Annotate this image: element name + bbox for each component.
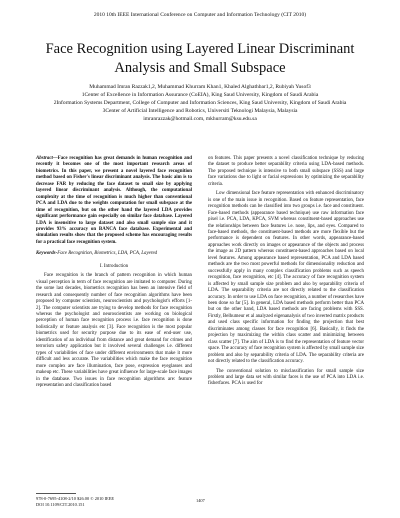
affiliation-2: 2Information Systems Department, College of Computer and Information Sciences, King Saud University, Kingdom of Saudi Arabia [53, 100, 347, 106]
abstract-lead: Abstract— [36, 156, 58, 161]
body-paragraph-1: on features. This paper presents a novel classification technique by reducing the dataset to produce better separability criteria using LDA-based methods. The proposed technique is intensive to both small subspace (SSS) and large face variations due to light or facial expressions by optimizing the separability criteria. [208, 156, 364, 187]
author-list: Muhammad Imran Razzak1,2, Muhammad Khurram Khan1, Khaled Alghathbar1,2, Rubiyah Yusof3 [89, 84, 311, 90]
body-paragraph-3: The conventional solution to misclassification for small sample size problem and large data set with similar faces is the use of PCA into LDA i.e. fisherfaces. PCA is used for [208, 368, 364, 387]
affiliation-3: 3Center of Artificial Intelligence and Robotics, Universiti Teknologi Malaysia, Malaysia [102, 108, 298, 114]
abstract-text: Face recognition has great demands in human recognition and recently it becomes one of the most important research areas of biometrics. In this paper, we present a novel layered face recognition method based on Fisher's linear discriminant analysis. The basic aim is to decrease FAR by reducing the face dataset to small size by applying layered linear discriminant analysis. Although, the computational complexity at the time of recognition is much higher than conventional PCA and LDA due to the weights computation for small subspace at the time of recognition, but on the other hand the layered LDA provides significant performance gain especially on similar face database. Layered LDA is insensitive to large dataset and also small sample size and it provides 93% accuracy on BANCA face database. Experimental and simulation results show that the proposed scheme has encouraging results for a practical face recognition system. [36, 156, 192, 245]
author-block [20, 83, 380, 123]
section-heading-introduction: I. Introduction [99, 263, 129, 269]
affiliation-1: 1Center of Excellence in Information Assurance (CoEIA), King Saud University, Kingdom of Saudi Arabia [81, 92, 319, 98]
footer-isbn: 978-0-7695-4108-2/10 $26.00 © 2010 IEEE [36, 496, 115, 501]
keywords [36, 251, 192, 257]
paper-title: Face Recognition using Layered Linear Discriminant Analysis and Small Subspace [45, 41, 355, 76]
right-column [208, 156, 364, 391]
introduction-paragraph: Face recognition is the branch of pattern recognition in which human visual perception in term of face recognition are imitated to computer. During the some last decades, biometrics recognition has been an intensive field of research and consequently number of face recognition algorithms have been proposed by computer scientists, neuroscientists and psychologist's efforts [1-2]. The computer scientists are trying to develop methods for face recognition whereas the psychologist and neuroscientists are working on biological perception of human face recognition process i.e. face recognition is done holistically or feature analysis etc [3]. Face recognition is the most popular biometrics used for security purpose due to its ease of end-user use, identification of an individual from distance and great demand for crimes and terrorism safety application but it involved several challenges i.e. different types of variabilities of face under different environments that make it more difficult and less accurate. The variabilities which make the face recognition more complex are face illumination, face pose, expression eyeglasses and makeup etc. These variabilities have great influence for large-scale face images in the database. Two issues in face recognition algorithms are: feature representation and classification based [36, 273, 192, 388]
page-number: 1407 [196, 498, 205, 503]
keywords-terms: Face Recognition, Biometrics, LDA, PCA, Layered [57, 251, 158, 257]
footer-publication-info [36, 496, 114, 507]
footer-doi: DOI 10.1109/CIT.2010.151 [36, 501, 85, 507]
left-column [36, 156, 192, 392]
abstract [36, 156, 192, 246]
footer-divider [36, 493, 76, 494]
author-emails[interactable]: imranrazzak@hotmail.com, mkhurram@ksu.edu.sa [143, 116, 257, 122]
body-paragraph-2: Low dimensional face feature representation with enhanced discriminatory is one of the main issue in recognition. Based on feature representation, face recognition methods can be classified into two groups i.e. face and constituent. Face-based methods (appearance based technique) use raw information face pixel i.e. PCA, LDA, KPCA, SVM whereas constituent-based approaches use the relationships between face features i.e. nose, lips, and eyes. Compared to face-based methods, the constituent-based methods are more flexible but the performance is dependent on features. In other words, appearance-based approaches work directly on images or appearance of the objects and process the image as 2D pattern whereas constituent-based approaches based on local level features. Among appearance based representation, PCA and LDA based methods are the two most powerful methods for dimensionality reduction and successfully apply in many complex classification problems such as speech recognition, face recognition, etc [4]. The accuracy of face recognition system is affected by small sample size problem and also by separability criteria of LDA. The separability criteria are not directly related to the classification accuracy. In order to use LDA on face recognition, a number of researches have been done so far [5]. In general, LDA based methods perform better than PCA but on the other hand, LDA based methods are facing problems with SSS. Firstly, Belhumeur et al analyzed eigenanalysis of two inverted matrix products and used class specific information for finding the projection that best discriminates among classes for face recognition [6]. Basically, it finds the projection by maximizing the within class scatter and minimizing between class scatter [7]. The aim of LDA is to find the representation of feature vector space. The accuracy of face recognition system is affected by small sample size problem and also by separability criteria of LDA. The separability criteria are not directly related to the classification accuracy. [208, 191, 364, 365]
conference-header: 2010 10th IEEE International Conference on Computer and Information Technology (CIT 2010) [93, 12, 307, 18]
keywords-lead: Keywords- [36, 251, 58, 257]
